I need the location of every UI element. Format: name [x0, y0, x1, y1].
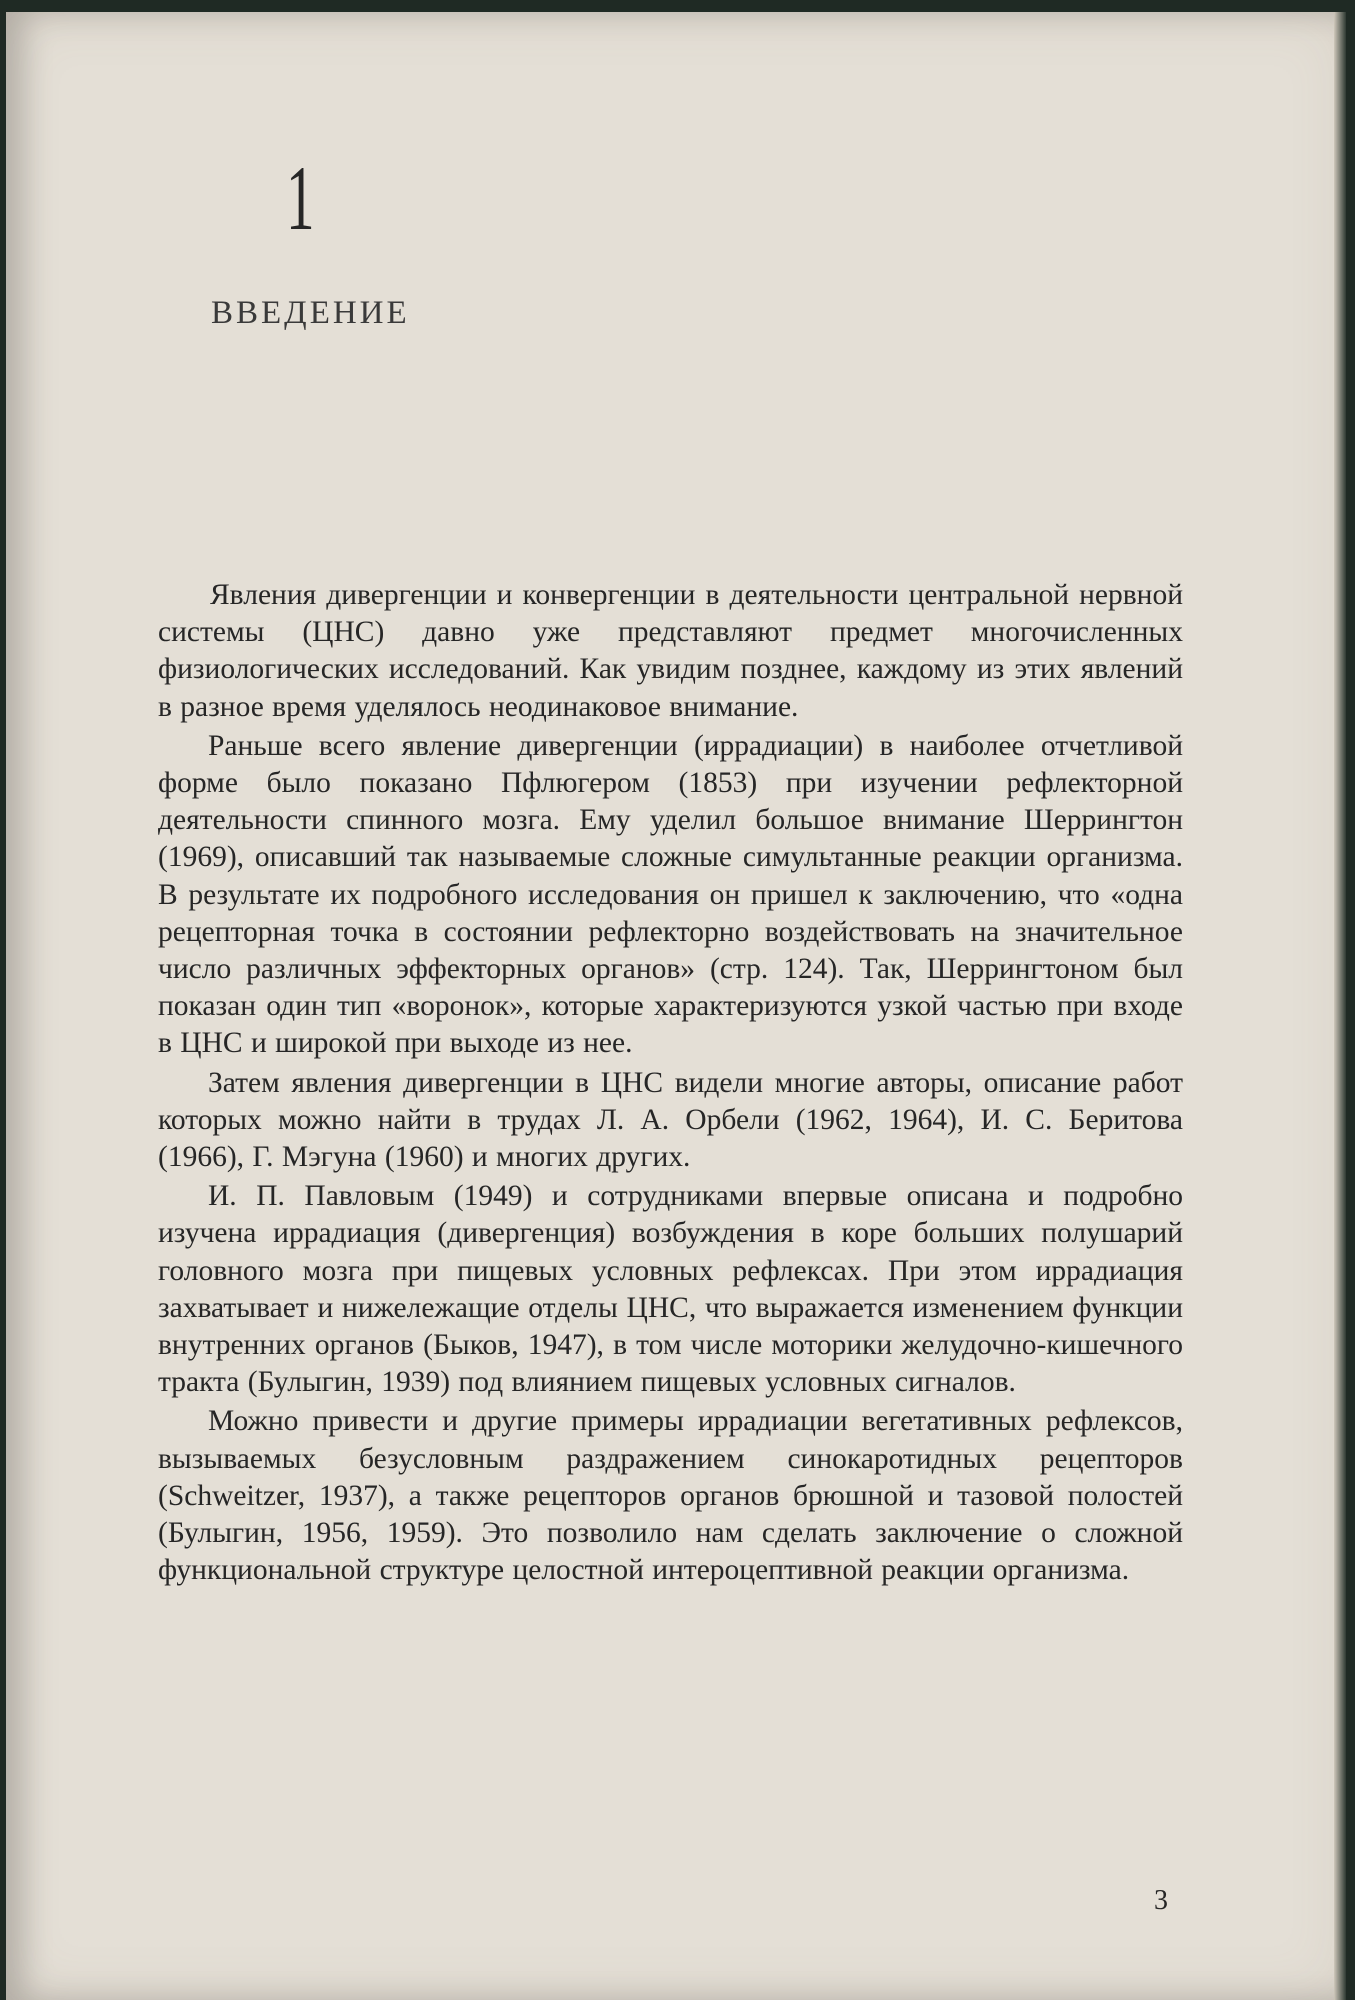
page-edge	[1334, 12, 1346, 2000]
paragraph: Раньше всего явление дивергенции (иррадиации) в наиболее отчетливой форме было показано Пфлюгером (1853) при изучении рефлекторной деятельности спинного мозга. Ему уделил большое внимание Шеррингтон (1969), описавший так называемые сложные симультанные реакции организма. В результате их подробного исследования он пришел к заключению, что «одна рецепторная точка в состоянии рефлекторно воздействовать на значительное число различных эффекторных органов» (стр. 124). Так, Шеррингтоном был показан один тип «воронок», которые характеризуются узкой частью при входе в ЦНС и широкой при выходе из нее.	[158, 729, 1183, 1060]
paragraph: И. П. Павловым (1949) и сотрудниками впервые описана и подробно изучена иррадиация (дивергенция) возбуждения в коре больших полушарий головного мозга при пищевых условных рефлексах. При этом иррадиация захватывает и нижележащие отделы ЦНС, что выражается изменением функции внутренних органов (Быков, 1947), в том числе моторики желудочно-кишечного тракта (Булыгин, 1939) под влиянием пищевых условных сигналов.	[158, 1180, 1183, 1399]
book-page	[6, 12, 1346, 2000]
body-text	[158, 577, 1183, 1591]
chapter-number: 1	[286, 147, 315, 249]
chapter-title: ВВЕДЕНИЕ	[211, 295, 410, 331]
paragraph: Явления дивергенции и конвергенции в деятельности центральной нервной системы (ЦНС) давно уже представляют предмет многочисленных физиологических исследований. Как увидим позднее, каждому из этих явлений в разное время уделялось неодинаковое внимание.	[158, 579, 1183, 723]
paragraph: Можно привести и другие примеры иррадиации вегетативных рефлексов, вызываемых безусловным раздражением синокаротидных рецепторов (Schweitzer, 1937), а также рецепторов органов брюшной и тазовой полостей (Булыгин, 1956, 1959). Это позволило нам сделать заключение о сложной функциональной структуре целостной интероцептивной реакции организма.	[158, 1405, 1183, 1587]
page-number: 3	[1154, 1885, 1168, 1916]
paragraph: Затем явления дивергенции в ЦНС видели многие авторы, описание работ которых можно найти в трудах Л. А. Орбели (1962, 1964), И. С. Беритова (1966), Г. Мэгуна (1960) и многих других.	[158, 1066, 1183, 1174]
